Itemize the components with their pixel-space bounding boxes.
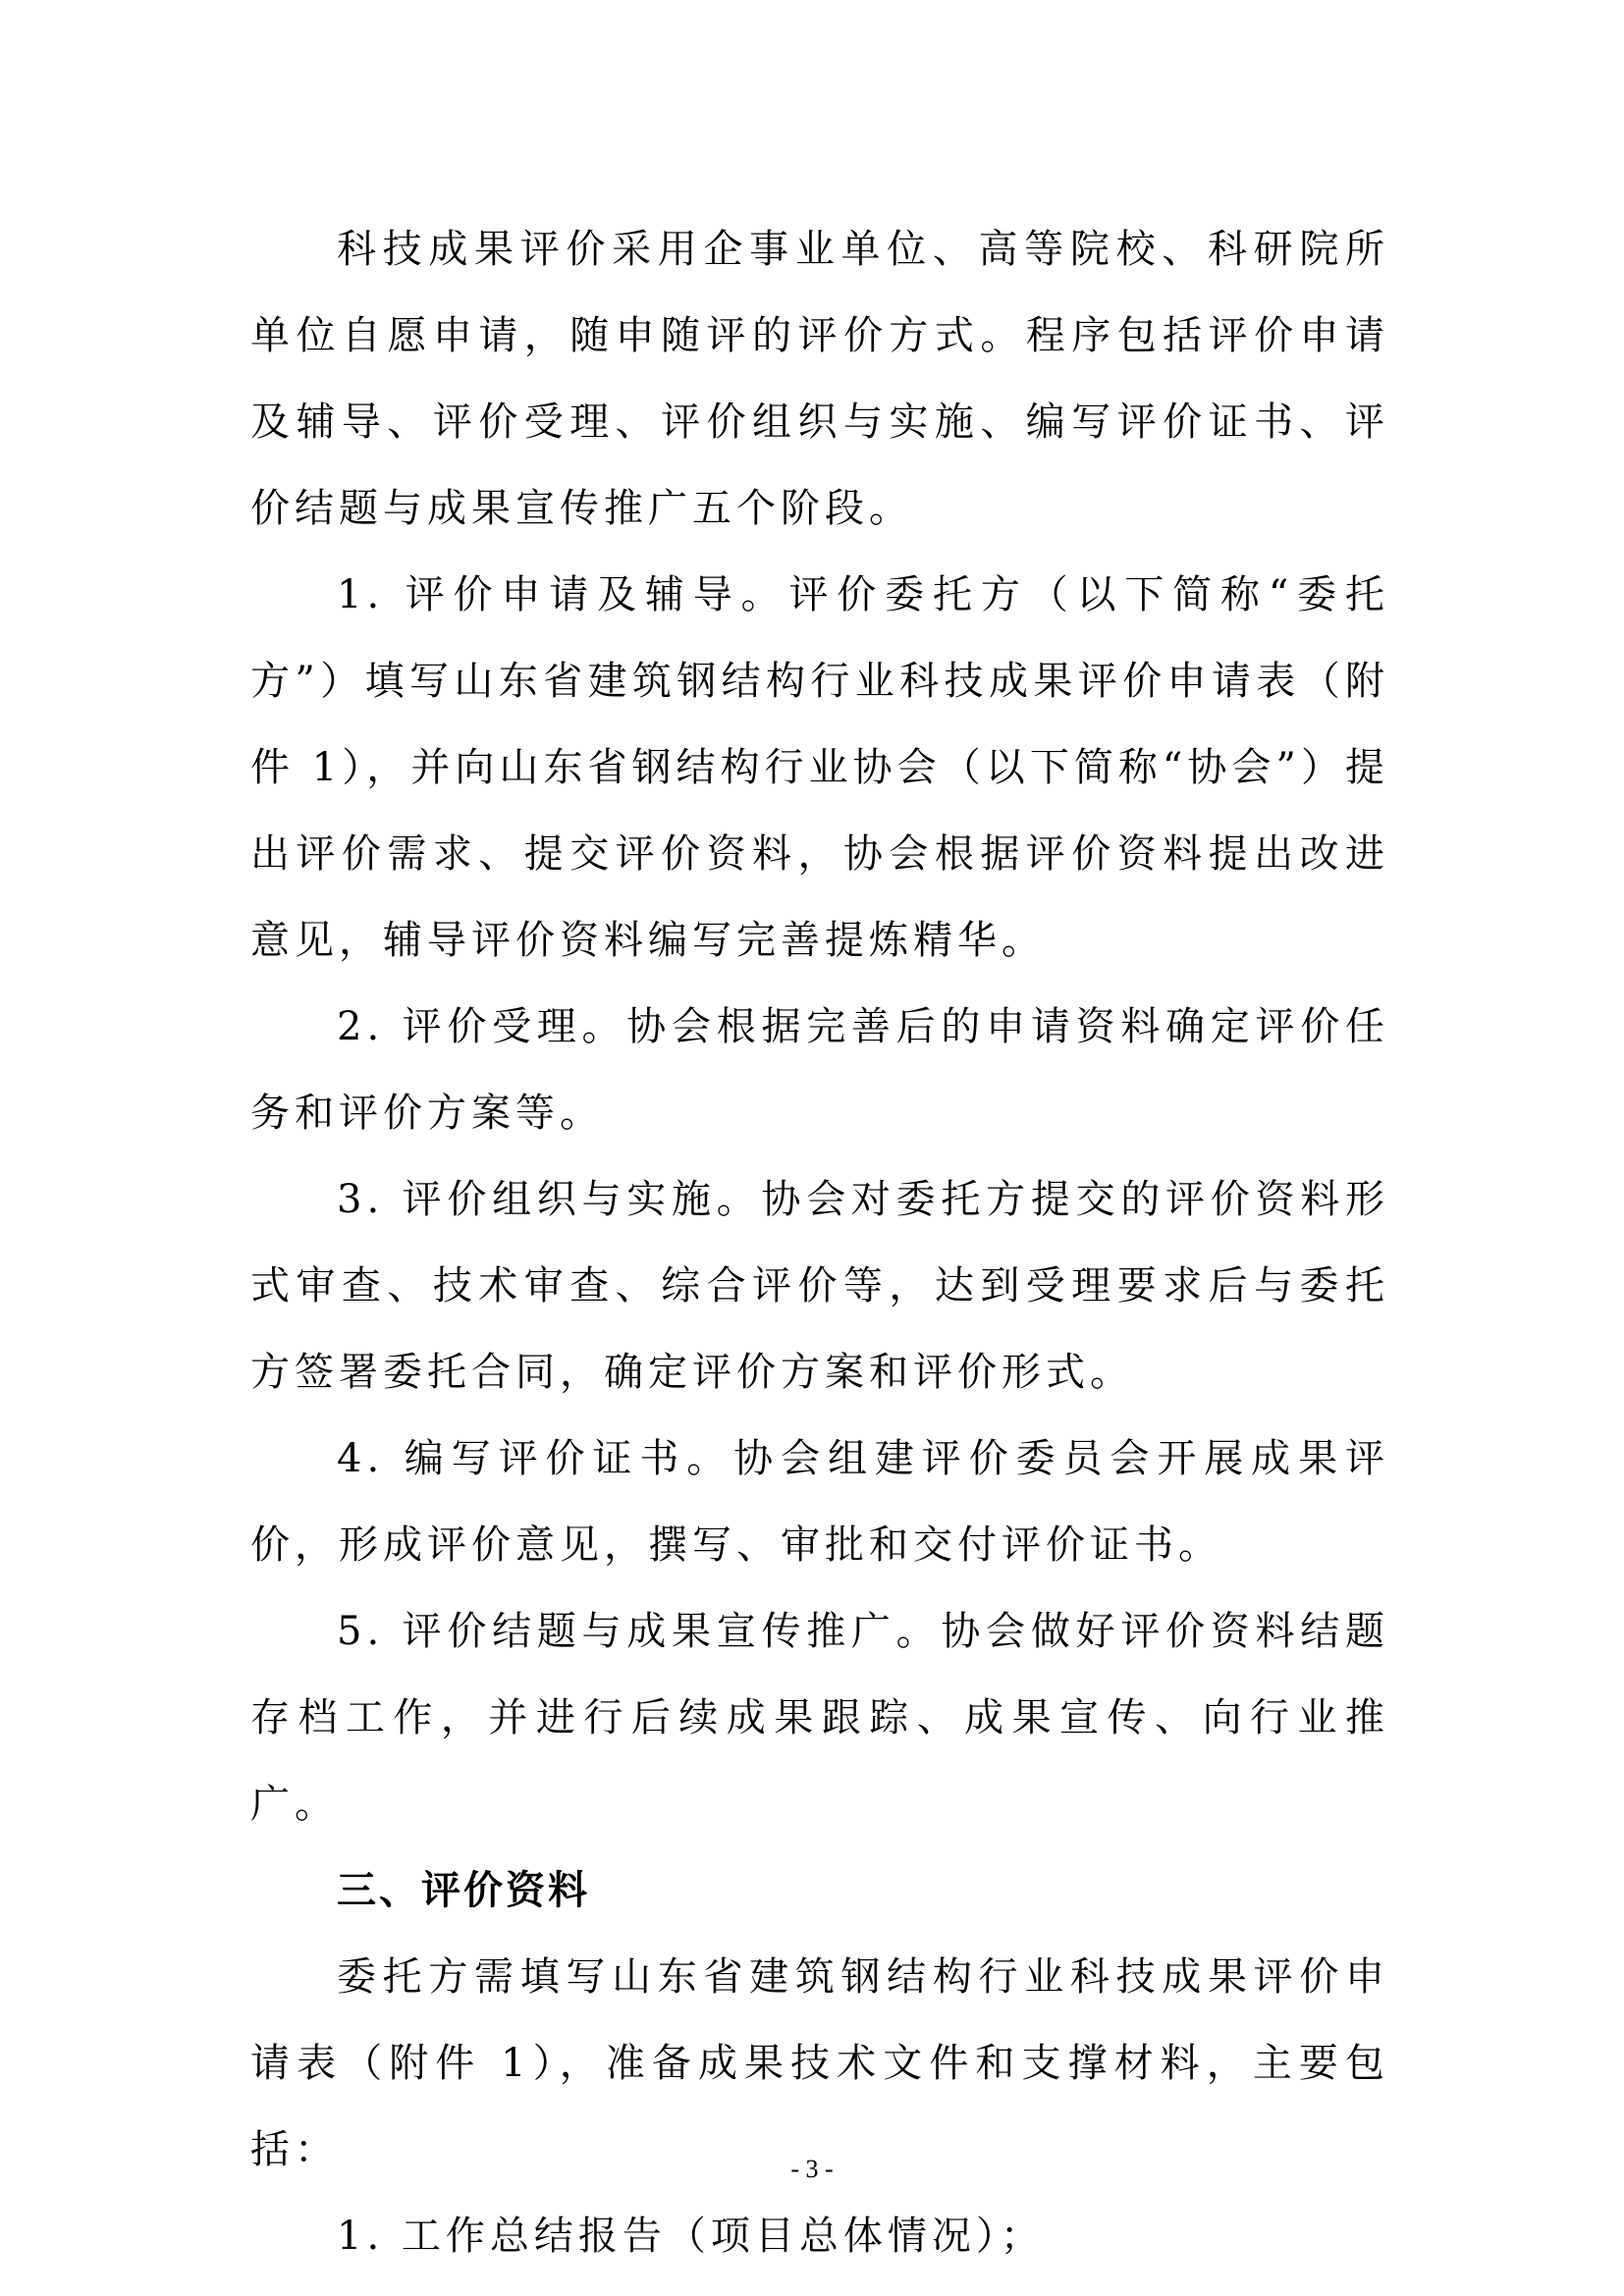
page-number: - 3 - <box>790 2155 834 2183</box>
paragraph-step-2: 2. 评价受理。协会根据完善后的申请资料确定评价任务和评价方案等。 <box>250 1004 1389 1136</box>
paragraph-step-4: 4. 编写评价证书。协会组建评价委员会开展成果评价，形成评价意见，撰写、审批和交付评价证书。 <box>250 1436 1389 1568</box>
paragraph-materials-intro: 委托方需填写山东省建筑钢结构行业科技成果评价申请表（附件 1），准备成果技术文件和支撑材料，主要包括： <box>250 1954 1389 2172</box>
paragraph-evaluation-method: 科技成果评价采用企事业单位、高等院校、科研院所单位自愿申请，随申随评的评价方式。程序包括评价申请及辅导、评价受理、评价组织与实施、编写评价证书、评价结题与成果宣传推广五个阶段。 <box>250 227 1389 531</box>
document-body <box>250 206 1389 2279</box>
paragraph-materials-item-1: 1. 工作总结报告（项目总体情况）； <box>337 2214 1045 2259</box>
paragraph-step-5: 5. 评价结题与成果宣传推广。协会做好评价资料结题存档工作，并进行后续成果跟踪、成果宣传、向行业推广。 <box>250 1609 1389 1827</box>
paragraph-step-1: 1. 评价申请及辅导。评价委托方（以下简称“委托方”）填写山东省建筑钢结构行业科技成果评价申请表（附件 1），并向山东省钢结构行业协会（以下简称“协会”）提出评价需求、提交评价资料，协会根据评价资料提出改进意见，辅导评价资料编写完善提炼精华。 <box>250 572 1389 963</box>
paragraph-step-3: 3. 评价组织与实施。协会对委托方提交的评价资料形式审查、技术审查、综合评价等，达到受理要求后与委托方签署委托合同，确定评价方案和评价形式。 <box>250 1177 1389 1395</box>
section-heading: 三、评价资料 <box>337 1868 590 1913</box>
